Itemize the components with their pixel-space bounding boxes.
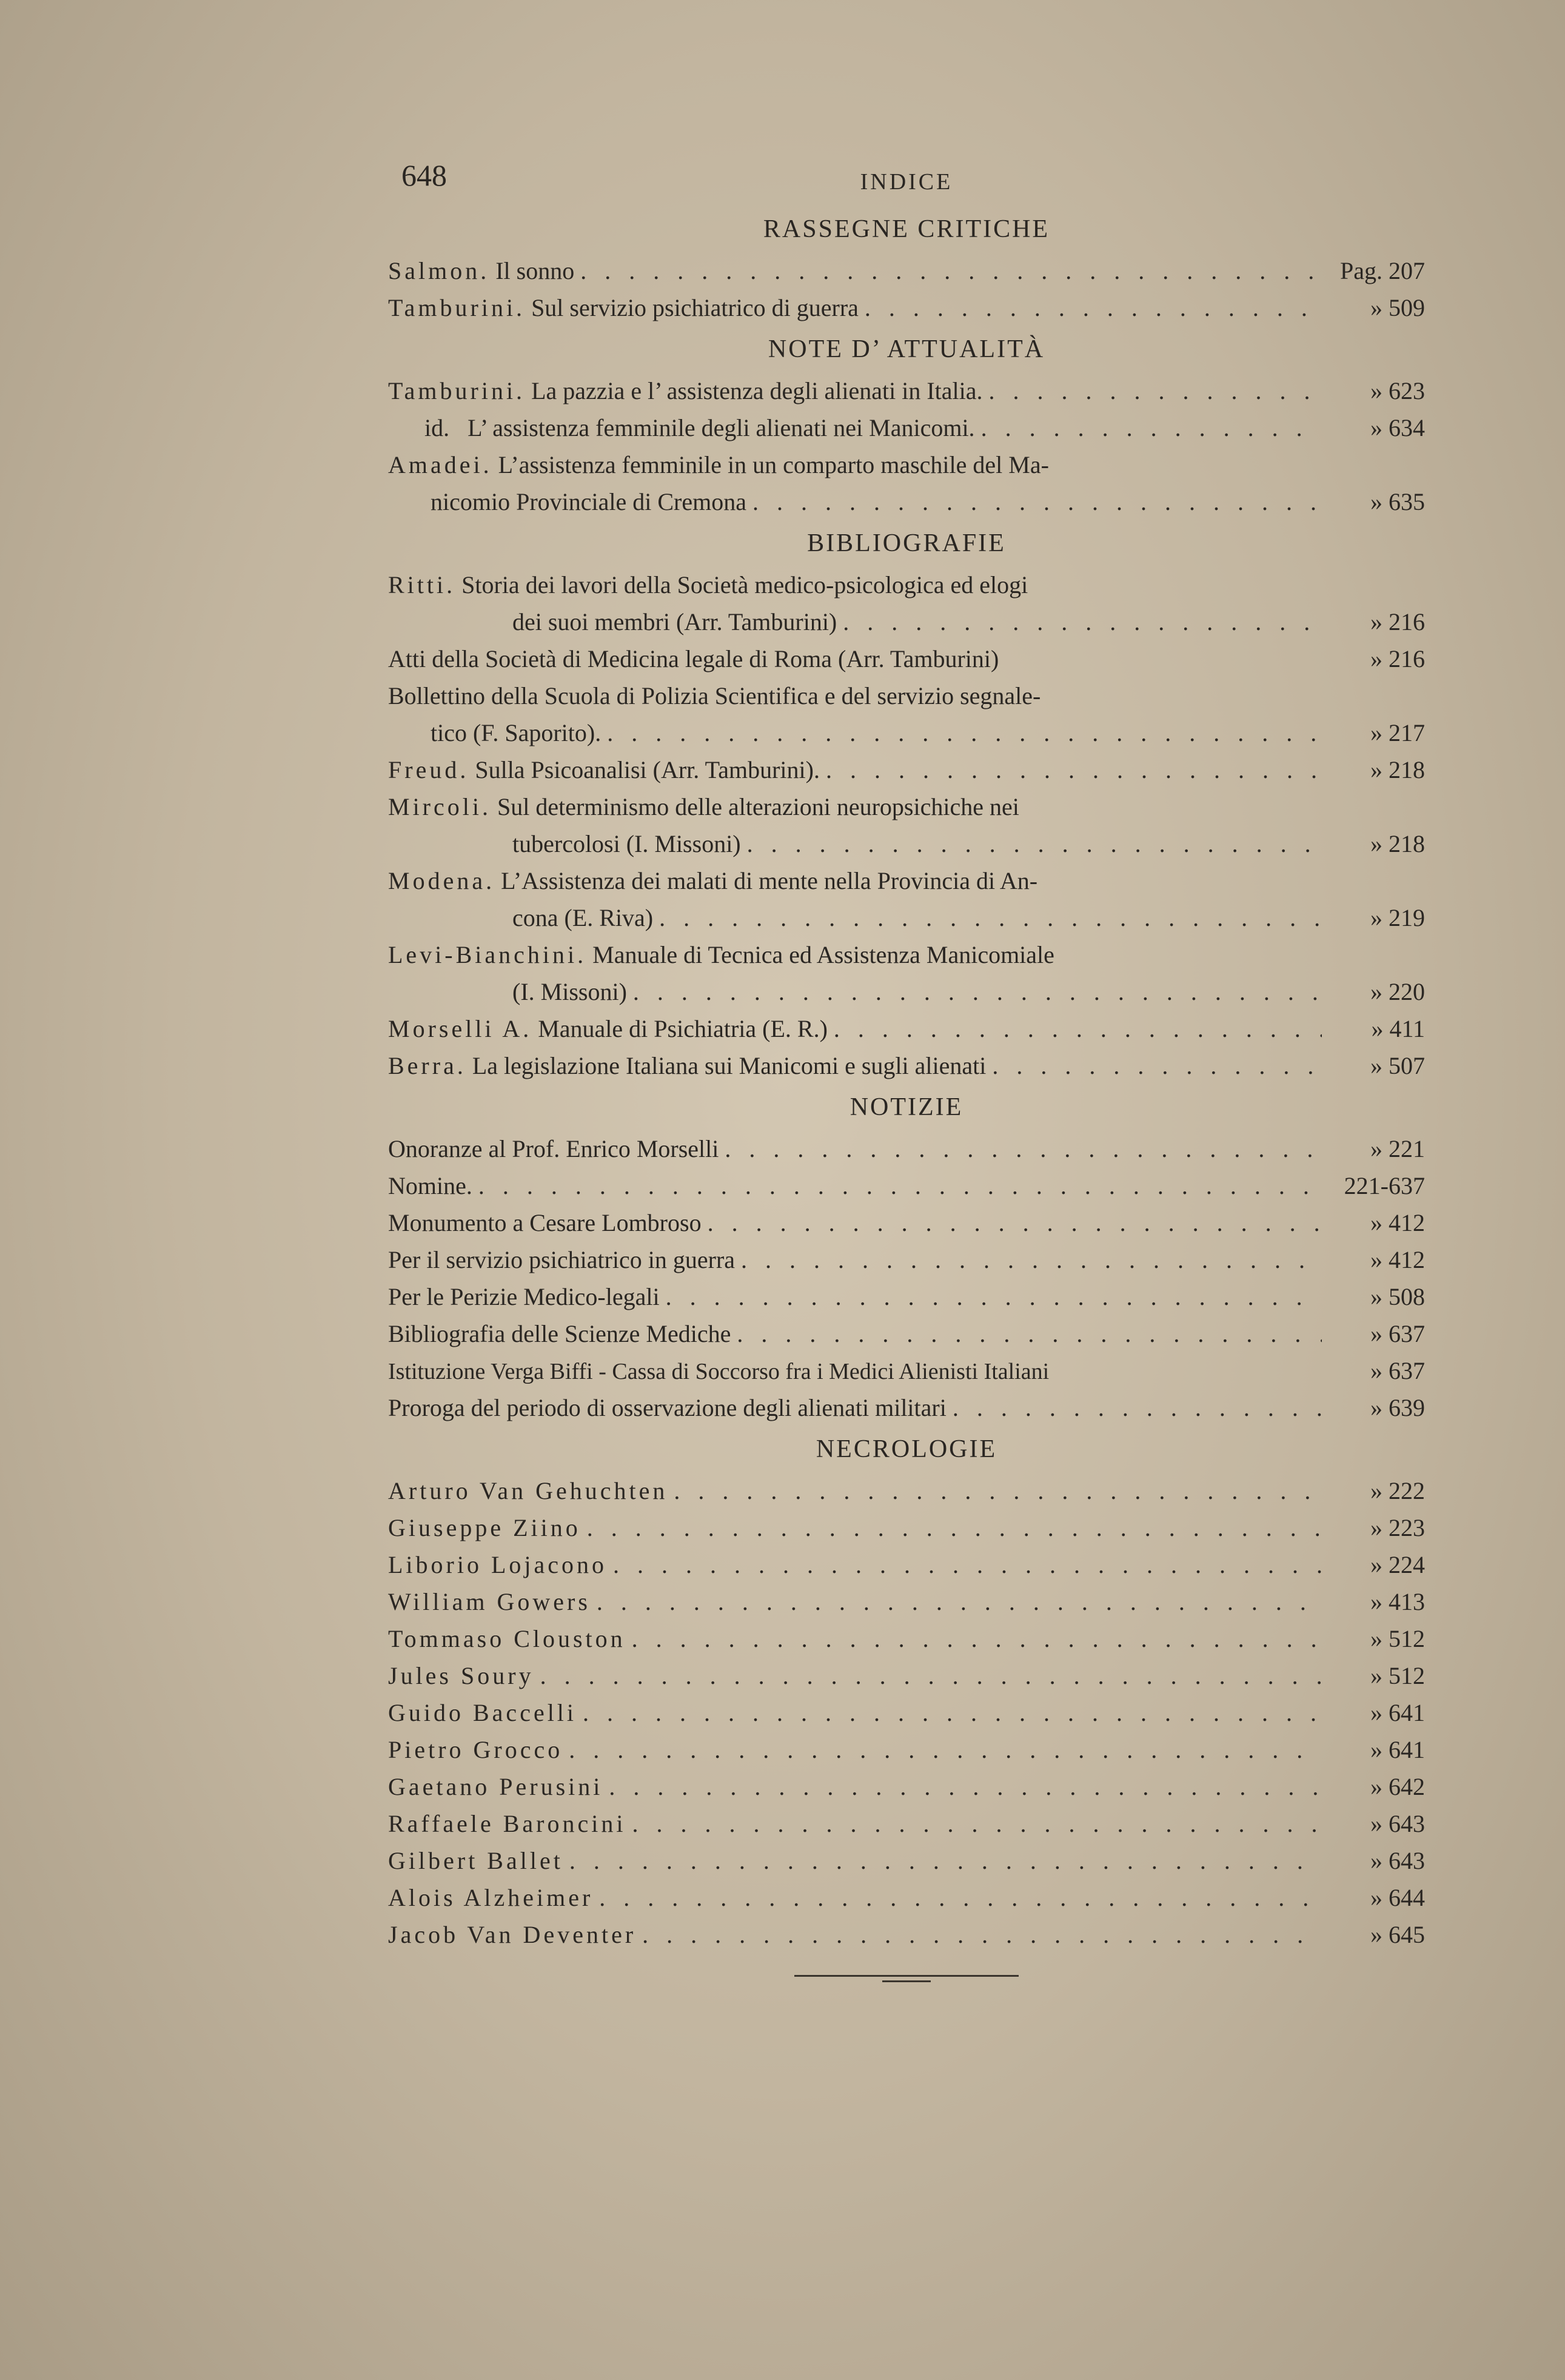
index-entry — [388, 1389, 1425, 1426]
dot-leader — [731, 1315, 1322, 1352]
index-entry — [388, 1047, 1425, 1084]
entry-title: L’ assistenza femminile degli alienati nei Manicomi. — [449, 414, 975, 441]
entry-title: Gilbert Ballet — [388, 1847, 563, 1874]
section-heading-rassegne: RASSEGNE CRITICHE — [763, 215, 1050, 243]
dot-leader — [472, 1167, 1322, 1204]
index-entry — [388, 1916, 1425, 1953]
entry-title: William Gowers — [388, 1588, 591, 1615]
entry-title: Onoranze al Prof. Enrico Morselli — [388, 1135, 719, 1162]
index-entry — [388, 289, 1425, 326]
entry-title: Il sonno — [489, 257, 575, 284]
dot-leader — [660, 1278, 1322, 1315]
entry-title: Sulla Psicoanalisi (Arr. Tamburini). — [469, 756, 820, 783]
dot-leader — [627, 973, 1322, 1010]
entry-page: » 222 — [1370, 1477, 1425, 1504]
entry-author: Ritti. — [388, 571, 456, 598]
index-entry — [388, 483, 1425, 520]
index-entry — [388, 603, 1425, 640]
dot-leader — [828, 1010, 1322, 1047]
entry-author: Levi-Bianchini. — [388, 941, 587, 968]
entry-page: » 220 — [1370, 978, 1425, 1005]
entry-title: Jules Soury — [388, 1662, 534, 1689]
index-entry — [388, 1241, 1425, 1278]
entry-page: » 639 — [1370, 1394, 1425, 1421]
entry-page: » 643 — [1370, 1810, 1425, 1837]
dot-leader — [636, 1916, 1322, 1953]
entry-title: Jacob Van Deventer — [388, 1921, 637, 1948]
index-entry — [388, 1472, 1425, 1509]
entry-title: Pietro Grocco — [388, 1736, 563, 1763]
entry-page: » 641 — [1370, 1736, 1425, 1763]
page-number: 648 — [401, 158, 447, 192]
dot-leader — [702, 1204, 1322, 1241]
index-entry — [388, 1278, 1425, 1315]
dot-leader — [983, 372, 1322, 409]
dot-leader — [607, 1546, 1322, 1583]
index-entry — [388, 640, 1425, 677]
end-ornament-rule — [794, 1975, 1019, 1982]
entry-title: La legislazione Italiana sui Manicomi e sugli alienati — [466, 1052, 987, 1079]
entry-page: » 413 — [1370, 1588, 1425, 1615]
index-page — [388, 152, 1425, 2335]
dot-leader — [574, 252, 1322, 289]
entry-page: » 634 — [1370, 414, 1425, 441]
entry-page: » 411 — [1371, 1015, 1425, 1042]
dot-leader — [603, 1768, 1322, 1805]
entry-author: Tamburini. — [388, 294, 526, 321]
entry-author: Berra. — [388, 1052, 466, 1079]
section-heading-biblio: BIBLIOGRAFIE — [807, 529, 1006, 557]
index-entry-line — [388, 788, 1425, 825]
index-entry — [388, 1315, 1425, 1352]
dot-leader — [593, 1879, 1322, 1916]
index-entry-line — [388, 862, 1425, 899]
entry-title: Per il servizio psichiatrico in guerra — [388, 1246, 736, 1273]
entry-page: » 645 — [1370, 1921, 1425, 1948]
index-entry — [388, 1842, 1425, 1879]
index-entry — [388, 1768, 1425, 1805]
running-head — [388, 152, 1425, 206]
entry-page: » 641 — [1370, 1699, 1425, 1726]
index-entry — [388, 1130, 1425, 1167]
index-entry — [388, 1694, 1425, 1731]
entry-page: » 644 — [1370, 1884, 1425, 1911]
index-entry — [388, 1509, 1425, 1546]
entry-page: » 412 — [1370, 1246, 1425, 1273]
entry-title: Arturo Van Gehuchten — [388, 1477, 668, 1504]
entry-title: Sul determinismo delle alterazioni neuropsichiche nei — [491, 793, 1019, 820]
entry-title-cont: cona (E. Riva) — [512, 904, 654, 931]
entry-title-cont: tico (F. Saporito). — [431, 719, 602, 746]
entry-page: » 508 — [1370, 1283, 1425, 1310]
entry-page: » 623 — [1370, 377, 1425, 404]
entry-title-cont: tubercolosi (I. Missoni) — [512, 830, 741, 857]
index-entry-line — [388, 446, 1425, 483]
index-entry — [388, 1805, 1425, 1842]
index-entry — [388, 1204, 1425, 1241]
index-entry — [388, 751, 1425, 788]
entry-title: Storia dei lavori della Società medico-psicologica ed elogi — [455, 571, 1028, 598]
entry-title: Istituzione Verga Biffi - Cassa di Soccorso fra i Medici Alienisti Italiani — [388, 1359, 1050, 1384]
entry-page: » 509 — [1370, 294, 1425, 321]
dot-leader — [626, 1620, 1322, 1657]
dot-leader — [626, 1805, 1322, 1842]
entry-page: » 507 — [1370, 1052, 1425, 1079]
dot-leader — [591, 1583, 1322, 1620]
entry-page: » 217 — [1370, 719, 1425, 746]
index-entry — [388, 825, 1425, 862]
dot-leader — [563, 1842, 1322, 1879]
entry-title: Sul servizio psichiatrico di guerra — [525, 294, 859, 321]
entry-title: Monumento a Cesare Lombroso — [388, 1209, 702, 1236]
entry-author: Salmon. — [388, 257, 490, 284]
dot-leader — [837, 603, 1322, 640]
index-entry — [388, 252, 1425, 289]
entry-page: » 637 — [1370, 1320, 1425, 1347]
index-entry — [388, 1546, 1425, 1583]
entry-page: » 216 — [1370, 608, 1425, 635]
section-heading-note: NOTE D’ ATTUALITÀ — [768, 335, 1045, 363]
entry-title: Per le Perizie Medico-legali — [388, 1283, 660, 1310]
entry-title: Manuale di Tecnica ed Assistenza Manicomiale — [586, 941, 1054, 968]
entry-page: » 218 — [1370, 830, 1425, 857]
entry-author: Amadei. — [388, 451, 492, 478]
index-entry — [388, 1620, 1425, 1657]
entry-author: Mircoli. — [388, 793, 491, 820]
entry-title-cont: dei suoi membri (Arr. Tamburini) — [512, 608, 837, 635]
entry-title: Atti della Società di Medicina legale di Roma (Arr. Tamburini) — [388, 645, 999, 672]
entry-page: Pag. 207 — [1340, 257, 1425, 284]
dot-leader — [563, 1731, 1322, 1768]
entry-title: Giuseppe Ziino — [388, 1514, 581, 1541]
dot-leader — [947, 1389, 1322, 1426]
entry-page: » 635 — [1370, 488, 1425, 515]
dot-leader — [577, 1694, 1322, 1731]
index-entry-line — [388, 936, 1425, 973]
index-entry — [388, 899, 1425, 936]
dot-leader — [986, 1047, 1322, 1084]
entry-title: Tommaso Clouston — [388, 1625, 626, 1652]
entry-page: » 512 — [1370, 1625, 1425, 1652]
entry-title: Nomine. — [388, 1172, 472, 1199]
dot-leader — [859, 289, 1322, 326]
index-entry-line — [388, 566, 1425, 603]
dot-leader — [820, 751, 1322, 788]
index-entry — [388, 1010, 1425, 1047]
entry-author: Modena. — [388, 867, 495, 894]
entry-title: Liborio Lojacono — [388, 1551, 608, 1578]
dot-leader — [534, 1657, 1322, 1694]
dot-leader — [668, 1472, 1322, 1509]
entry-page: » 219 — [1370, 904, 1425, 931]
index-entry-line: Bollettino della Scuola di Polizia Scientifica e del servizio segnale- — [388, 682, 1041, 709]
section-heading-notizie: NOTIZIE — [850, 1093, 963, 1121]
entry-page: » 512 — [1370, 1662, 1425, 1689]
index-entry — [388, 372, 1425, 409]
entry-page: » 224 — [1370, 1551, 1425, 1578]
dot-leader — [719, 1130, 1322, 1167]
entry-page: » 412 — [1370, 1209, 1425, 1236]
entry-author: id. — [424, 414, 450, 441]
entry-title: Guido Baccelli — [388, 1699, 577, 1726]
section-heading-necrologie: NECROLOGIE — [816, 1435, 997, 1463]
dot-leader — [746, 483, 1322, 520]
dot-leader — [975, 409, 1322, 446]
entry-page: » 221 — [1370, 1135, 1425, 1162]
entry-title: Bibliografia delle Scienze Mediche — [388, 1320, 731, 1347]
entry-page: 221-637 — [1344, 1172, 1425, 1199]
entry-page: » 223 — [1370, 1514, 1425, 1541]
index-entry — [388, 1731, 1425, 1768]
entry-page: » 637 — [1370, 1357, 1425, 1384]
entry-author: Freud. — [388, 756, 469, 783]
index-entry — [388, 409, 1425, 446]
index-entry — [388, 973, 1425, 1010]
index-entry — [388, 1879, 1425, 1916]
index-entry — [388, 1352, 1425, 1389]
entry-title: Gaetano Perusini — [388, 1773, 603, 1800]
index-entry — [388, 1583, 1425, 1620]
dot-leader — [741, 825, 1322, 862]
entry-page: » 643 — [1370, 1847, 1425, 1874]
page-title: INDICE — [860, 169, 953, 195]
entry-title-cont: nicomio Provinciale di Cremona — [431, 488, 746, 515]
entry-title: Alois Alzheimer — [388, 1884, 594, 1911]
entry-title: Raffaele Baroncini — [388, 1810, 626, 1837]
entry-title: La pazzia e l’ assistenza degli alienati in Italia. — [525, 377, 983, 404]
dot-leader — [601, 714, 1322, 751]
entry-title: Proroga del periodo di osservazione degli alienati militari — [388, 1394, 947, 1421]
entry-page: » 642 — [1370, 1773, 1425, 1800]
index-entry — [388, 1657, 1425, 1694]
dot-leader — [735, 1241, 1322, 1278]
entry-title: Manuale di Psichiatria (E. R.) — [532, 1015, 828, 1042]
entry-author: Morselli A. — [388, 1015, 532, 1042]
dot-leader — [581, 1509, 1322, 1546]
entry-page: » 218 — [1370, 756, 1425, 783]
entry-page: » 216 — [1370, 645, 1425, 672]
entry-author: Tamburini. — [388, 377, 526, 404]
entry-title: L’assistenza femminile in un comparto maschile del Ma- — [492, 451, 1049, 478]
index-entry — [388, 714, 1425, 751]
dot-leader — [653, 899, 1322, 936]
entry-title-cont: (I. Missoni) — [512, 978, 627, 1005]
index-entry — [388, 1167, 1425, 1204]
entry-title: L’Assistenza dei malati di mente nella Provincia di An- — [495, 867, 1038, 894]
